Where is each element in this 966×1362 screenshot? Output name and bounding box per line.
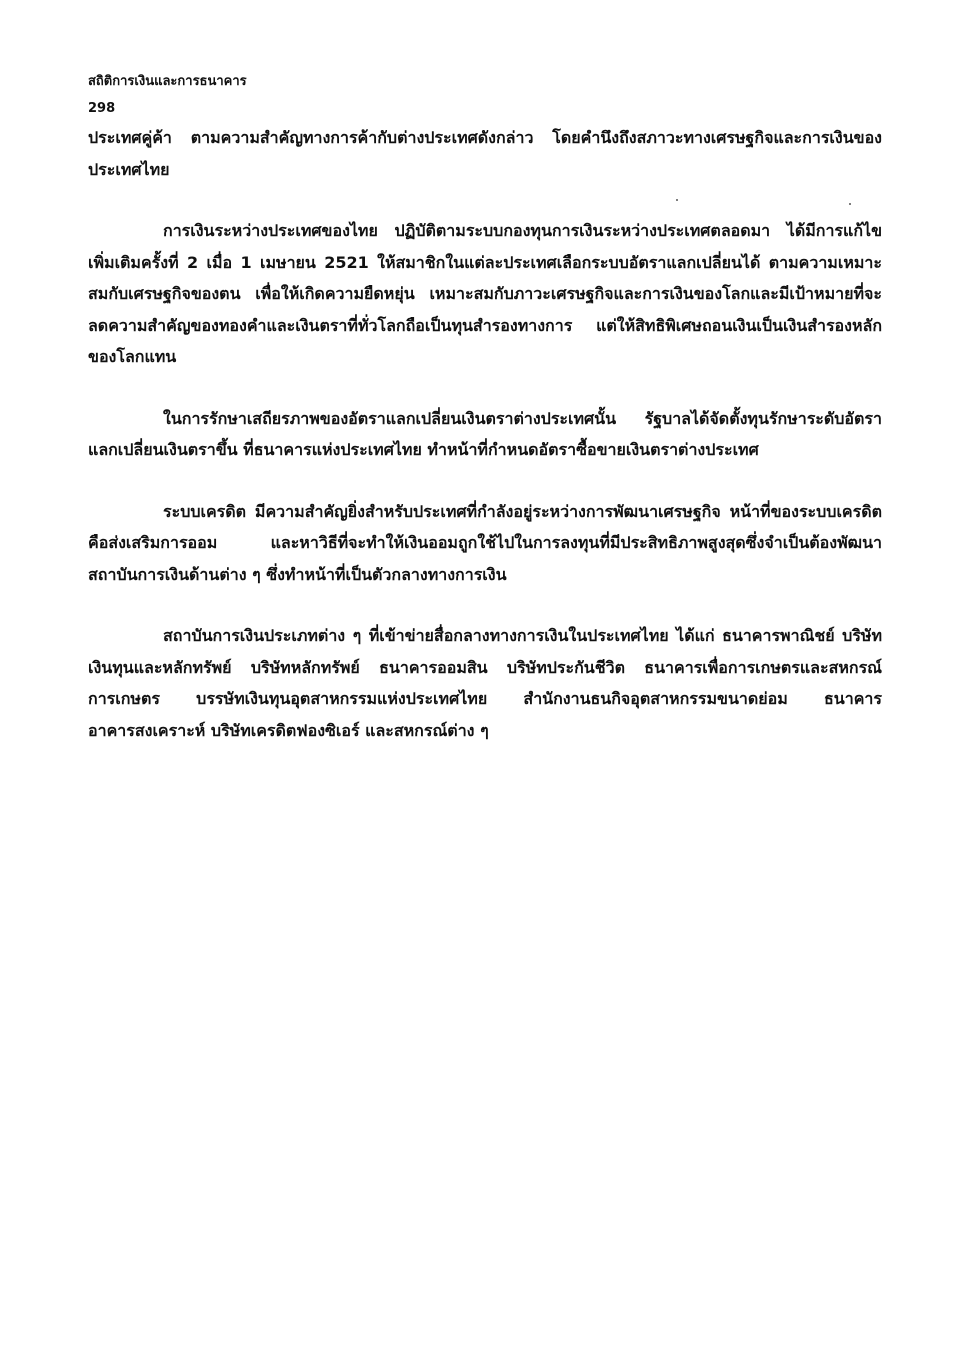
paragraph-exchange-rate-stability: ในการรักษาเสถียรภาพของอัตราแลกเปลี่ยนเงินตราต่างประเทศนั้น รัฐบาลได้จัดตั้งทุนรักษาระดับอัตราแลกเปลี่ยนเงินตราขึ้น ที่ธนาคารแห่งประเทศไทย ทำหน้าที่กำหนดอัตราซื้อขายเงินตราต่างประเทศ (88, 408, 882, 459)
body-text (88, 122, 882, 776)
scan-speck (849, 203, 851, 205)
scan-speck (676, 199, 678, 201)
paragraph-international-finance: การเงินระหว่างประเทศของไทย ปฏิบัติตามระบบกองทุนการเงินระหว่างประเทศตลอดมา ได้มีการแก้ไขเพิ่มเติมครั้งที่ 2 เมื่อ 1 เมษายน 2521 ให้สมาชิกในแต่ละประเทศเลือกระบบอัตราแลกเปลี่ยนได้ ตามความเหมาะสมกับเศรษฐกิจของตน เพื่อให้เกิดความยืดหยุ่น เหมาะสมกับภาวะเศรษฐกิจและการเงินของโลกและมีเป้าหมายที่จะลดความสำคัญของทองคำและเงินตราที่ทั่วโลกถือเป็นทุนสำรองทางการ แต่ให้สิทธิพิเศษถอนเงินเป็นเงินสำรองหลักของโลกแทน (88, 221, 882, 366)
page-number: 298 (88, 101, 116, 116)
paragraph-financial-institutions: สถาบันการเงินประเภทต่าง ๆ ที่เข้าข่ายสื่อกลางทางการเงินในประเทศไทย ได้แก่ ธนาคารพาณิชย์ บริษัทเงินทุนและหลักทรัพย์ บริษัทหลักทรัพย์ ธนาคารออมสิน บริษัทประกันชีวิต ธนาคารเพื่อการเกษตรและสหกรณ์การเกษตร บรรษัทเงินทุนอุตสาหกรรมแห่งประเทศไทย สำนักงานธนกิจอุตสาหกรรมขนาดย่อม ธนาคารอาคารสงเคราะห์ บริษัทเครดิตฟองซิเอร์ และสหกรณ์ต่าง ๆ (88, 626, 882, 740)
running-header (88, 68, 247, 122)
paragraph-credit-system: ระบบเครดิต มีความสำคัญยิ่งสำหรับประเทศที่กำลังอยู่ระหว่างการพัฒนาเศรษฐกิจ หน้าที่ของระบบเครดิต คือส่งเสริมการออม และหาวิธีที่จะทำให้เงินออมถูกใช้ไปในการลงทุนที่มีประสิทธิภาพสูงสุดซึ่งจำเป็นต้องพัฒนาสถาบันการเงินด้านต่าง ๆ ซึ่งทำหน้าที่เป็นตัวกลางทางการเงิน (88, 501, 882, 584)
paragraph-continuation: ประเทศคู่ค้า ตามความสำคัญทางการค้ากับต่างประเทศดังกล่าว โดยคำนึงถึงสภาวะทางเศรษฐกิจและการเงินของประเทศไทย (88, 128, 882, 179)
header-title: สถิติการเงินและการธนาคาร (88, 74, 247, 89)
